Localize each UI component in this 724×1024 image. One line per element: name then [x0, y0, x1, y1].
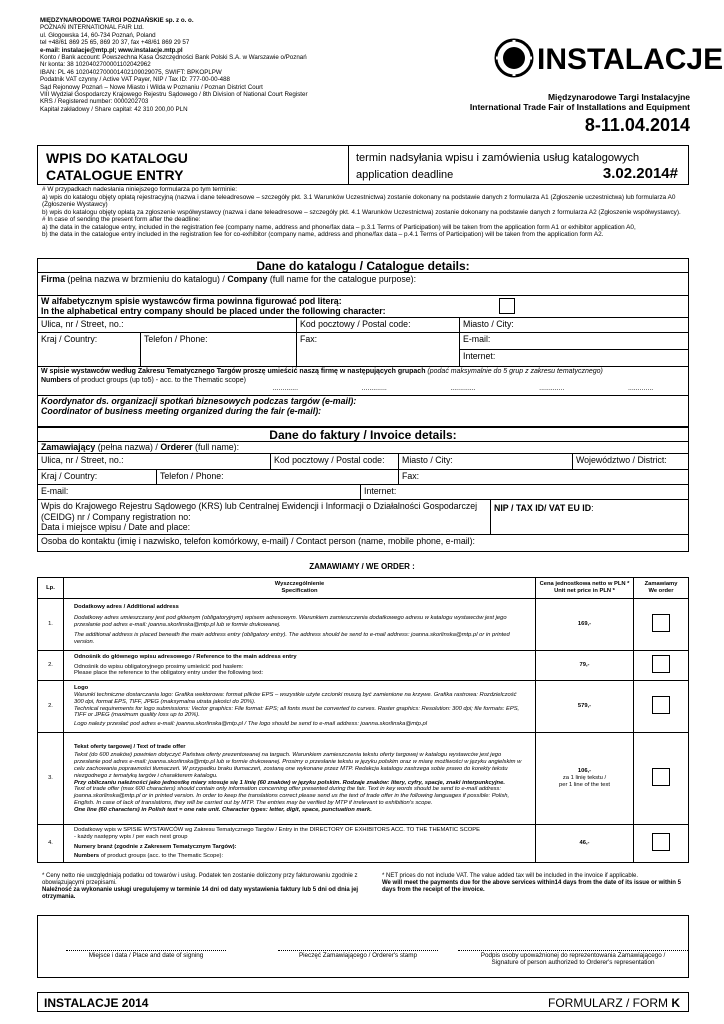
- instalacje-logo: [495, 38, 724, 78]
- invoice-street-field[interactable]: Ulica, nr / Street, no.:: [41, 455, 124, 465]
- fair-name-en: International Trade Fair of Installations and Equipment: [469, 102, 690, 112]
- table-row: 2. Logo Warunki techniczne dostarczania logo: Grafika wektorowa: format plików EPS – wszystkie użyte czcionki muszą być zamienione na krzywe. Grafika rastrowa: Rozdzielczość 300 dpi, format EPS, TIFF, JPEG (maksymalna utrata jakości do 20%). Technical requirements for logo submissions: Vector graphics: File format: EPS; all fonts must be converted to curves. Raster graphics: Resolution: 300 dpi; file formats: EPS, TIFF or JPEG (maximum quality loss up to 20%). Logo należy przesłać pod adres e-mail: joanna.skorlinska@mtp.pl / The logo should be send to e-mail address: joanna.skorlinska@mtp.pl 579,-: [38, 681, 689, 733]
- fax-field[interactable]: Fax:: [296, 333, 459, 366]
- alphabet-letter-input[interactable]: [499, 298, 515, 314]
- group-number-input[interactable]: .............: [361, 385, 387, 392]
- order-table: [37, 577, 689, 863]
- company-name-field[interactable]: Firma (pełna nazwa w brzmieniu do katalogu) / Company (full name for the catalogue purpose):: [38, 273, 688, 296]
- col-price: Cena jednostkowa netto w PLN * Unit net price in PLN *: [536, 578, 634, 599]
- table-row: 4. Dodatkowy wpis w SPISIE WYSTAWCÓW wg Zakresu Tematycznego Targów / Entry in the DIRECTORY OF EXHIBITORS ACC. TO THE THEMATIC SCOPE - każdy następny wpis / per each next group Numery branż (zgodnie z Zakresem Tematycznym Targów): Numbers of product groups (acc. to the Thematic Scope): 46,-: [38, 825, 689, 863]
- order-checkbox[interactable]: [652, 655, 670, 673]
- coordinator-label-en: Coordinator of business meeting organized during the fair (e-mail):: [41, 405, 322, 416]
- col-spec: Wyszczególnienie Specification: [64, 578, 536, 599]
- title-pl: WPIS DO KATALOGU: [46, 150, 188, 166]
- groups-label-pl: W spisie wystawców według Zakresu Tematycznego Targów proszę umieścić naszą firmę w następujących grupach: [41, 368, 426, 375]
- row-number: 2.: [38, 681, 64, 733]
- catalogue-section: [37, 258, 689, 427]
- order-checkbox[interactable]: [652, 768, 670, 786]
- payment-note-en: We will meet the payments due for the above services within14 days from the date of its issue or within 5 days from the receipt of the invoice.: [382, 880, 681, 893]
- invoice-postal-field[interactable]: Kod pocztowy / Postal code:: [270, 454, 398, 469]
- registration-row: [38, 500, 688, 535]
- item-price: 46,-: [536, 825, 634, 863]
- title-en: CATALOGUE ENTRY: [46, 167, 184, 183]
- group-number-input[interactable]: .............: [272, 385, 299, 392]
- vat-note-pl: * Ceny netto nie uwzględniają podatku od towarów i usług. Podatek ten zostanie doliczony przy fakturowaniu zgodnie z obowiązującymi przepisami.: [42, 873, 358, 886]
- table-row: 3. Tekst oferty targowej / Text of trade offer Tekst (do 600 znaków) powinien dotyczyć Państwa oferty prezentowanej na targach. Warunkiem zamieszczenia tekstu oferty targowej w katalogu wystawców jest jego przesłanie pod adres e-mail: joanna.skorlinska@mtp.pl lub w formie drukowanej. Prosimy o przesłanie tekstu w języku polskim oraz w miarę możliwości w języku angielskim w celu zachowania poprawności tłumaczeń. W przypadku braku tłumaczeń, zostaną one wykonane przez MTP. Redakcja katalogu zastrzega sobie prawo do korekty tekstu niezgodnego z tematyką targów i charakterem katalogu. Przy obliczaniu należności jako jednostkę miary stosuje się 1 linię (60 znaków) w języku polskim. Rodzaje znaków: litery, cyfry, spacje, znaki interpunkcyjne. Text of trade offer (max 600 characters) should contain only information concerning offer presented during the fair. Text in key words should be send to e-mail address: joanna.skorlinska@mtp.pl or in printed version. In order to keep the translations correct please send us the text of trade offer in the following languages if possible: Polish, English. In case of lack of translations, they will be carried out by MTP. The entries may be verified by MTP if irrelevant to exhibition's scope. One line (60 characters) in Polish text = one rate unit. Character types: letter, digit, space, punctuation mark. 106,- za 1 linię tekstu / per 1 line of the text: [38, 733, 689, 825]
- col-order: Zamawiamy We order: [634, 578, 689, 599]
- note-line: # W przypadkach nadesłania niniejszego formularza po tym terminie:: [42, 186, 238, 193]
- groups-label-en: Numbers: [41, 376, 72, 384]
- order-checkbox[interactable]: [652, 614, 670, 632]
- note-line: # In case of sending the present form after the deadline:: [42, 216, 201, 223]
- group-number-input[interactable]: .............: [450, 385, 476, 392]
- organizer-line: IBAN: PL 46 1020402700001402109029075, SWIFT: BPKOPLPW: [40, 68, 222, 76]
- note-line: a) the data in the catalogue entry, included in the registration fee (company name, address and phone/fax data – p.3.1 Terms of Participation) will be taken from the application form A1 or exhibitor application A0,: [42, 223, 636, 231]
- coordinator-field[interactable]: [38, 396, 688, 424]
- product-groups-input[interactable]: Numbers of product groups (acc. to the Thematic Scope):: [74, 852, 224, 859]
- street-field[interactable]: Ulica, nr / Street, no.:: [41, 319, 124, 329]
- invoice-email-field[interactable]: E-mail:: [41, 486, 69, 496]
- order-title: ZAMAWIAMY / WE ORDER :: [309, 562, 415, 571]
- footer-event: INSTALACJE 2014: [44, 996, 149, 1010]
- invoice-phone-field[interactable]: Telefon / Phone:: [156, 470, 398, 484]
- col-lp: Lp.: [38, 578, 64, 599]
- invoice-country-field[interactable]: Kraj / Country:: [41, 471, 98, 481]
- row-number: 3.: [38, 733, 64, 825]
- item-price: 79,-: [536, 651, 634, 681]
- vat-note-en: * NET prices do not include VAT. The value added tax will be included in the invoice if applicable.: [382, 873, 639, 879]
- coordinator-label-pl: Koordynator ds. organizacji spotkań biznesowych podczas targów (e-mail):: [41, 396, 357, 406]
- contact-person-field[interactable]: Osoba do kontaktu (imię i nazwisko, telefon komórkowy, e-mail) / Contact person (name, mobile phone, e-mail):: [41, 536, 476, 546]
- city-field[interactable]: Miasto / City:: [459, 318, 688, 332]
- organizer-name: MIĘDZYNARODOWE TARGI POZNAŃSKIE sp. z o. o.: [40, 17, 194, 24]
- organizer-line: POZNAŃ INTERNATIONAL FAIR Ltd.: [40, 24, 144, 32]
- invoice-city-field[interactable]: Miasto / City:: [398, 454, 572, 469]
- krs-date-field[interactable]: Data i miejsce wpisu / Date and place:: [41, 522, 191, 532]
- invoice-web-row: [38, 485, 688, 500]
- stamp-field[interactable]: Pieczęć Zamawiającego / Orderer's stamp: [278, 950, 438, 959]
- invoice-internet-field[interactable]: Internet:: [360, 485, 688, 499]
- note-line: b) the data in the catalogue entry included in the registration fee for co-exhibitor (company name, address and phone/fax data – p.4.1 Terms of Participation) will be taken from the application form A2.: [42, 231, 604, 238]
- phone-field[interactable]: Telefon / Phone:: [140, 333, 296, 366]
- signature-field[interactable]: Podpis osoby upoważnionej do reprezentowania Zamawiającego / Signature of person authorized to Orderer's representation: [458, 950, 688, 966]
- table-row: 2. Odnośnik do głównego wpisu adresowego / Reference to the main address entry Odnośnik do wpisu obligatoryjnego prosimy umieścić pod hasłem: Please place the reference to the obligatory entry under the following text: 79,-: [38, 651, 689, 681]
- invoice-title: Dane do faktury / Invoice details:: [38, 428, 688, 442]
- postal-field[interactable]: Kod pocztowy / Postal code:: [296, 318, 459, 332]
- invoice-fax-field[interactable]: Fax:: [398, 470, 688, 484]
- organizer-line: Konto / Bank account: Powszechna Kasa Oszczędności Bank Polski S.A. w Warszawie o/Poznań: [40, 54, 307, 62]
- deadline-label-pl: termin nadsyłania wpisu i zamówienia usług katalogowych: [356, 152, 640, 164]
- order-checkbox[interactable]: [652, 696, 670, 714]
- alpha-label-pl: W alfabetycznym spisie wystawców firma powinna figurować pod literą:: [41, 296, 342, 306]
- note-line: a) wpis do katalogu objęty opłatą rejestracyjną (nazwa i dane teleadresowe – szczegóły pkt. 3.1 Warunków Uczestnictwa) zostanie dokonany na podstawie danych z formularza A1 (Zgłoszenie uczestnictwa) lub formularza A0 (Zgłoszenie Wystawcy): [42, 193, 676, 208]
- organizer-line: Podatnik VAT czynny / Active VAT Payer, NIP / Tax ID: 777-00-00-488: [40, 76, 230, 84]
- invoice-section: [37, 427, 689, 552]
- krs-field[interactable]: Wpis do Krajowego Rejestru Sądowego (KRS) lub Centralnej Ewidencji i Informacji o Działalności Gospodarczej (CEIDG) nr / Company registration no:: [41, 501, 478, 522]
- invoice-address-row: [38, 454, 688, 470]
- organizer-info: [40, 17, 340, 113]
- title-box: [37, 145, 689, 185]
- table-row: 1. Dodatkowy adres / Additional address Dodatkowy adres umieszczany jest pod głównym (obligatoryjnym) wpisem adresowym. Warunkiem zamieszczenia dodatkowego adresu w katalogu wystawców jest jego przesłanie pod adres e-mail: joanna.skorlinska@mtp.pl lub w formie drukowanej. The additional address is placed beneath the main address entry (obligatory entry). The address should be send to e-mail address: joanna.skorlinska@mtp.pl or in printed version. 169,-: [38, 599, 689, 651]
- fair-dates: 8-11.04.2014: [584, 115, 690, 135]
- organizer-line: ul. Głogowska 14, 60-734 Poznań, Poland: [40, 31, 156, 39]
- footer-bar: [37, 992, 689, 1012]
- footer-form: FORMULARZ / FORM K: [548, 996, 680, 1010]
- invoice-contact-row: [38, 470, 688, 485]
- organizer-line: Sąd Rejonowy Poznań – Nowe Miasto i Wilda w Poznaniu / Poznan District Court: [40, 83, 263, 91]
- item-price: 169,-: [536, 599, 634, 651]
- product-groups-row: W spisie wystawców według Zakresu Tematycznego Targów proszę umieścić naszą firmę w następujących grupach (podać maksymalnie do 5 grup z zakresu tematycznego) Numbers of product groups (up to5) - acc. to the Thematic scope) ............. ............. ............. ............. .............: [38, 367, 688, 396]
- orderer-field[interactable]: Zamawiający (pełna nazwa) / Orderer (full name):: [38, 442, 688, 454]
- organizer-line: Kapitał zakładowy / Share capital: 42 310 200,00 PLN: [40, 105, 188, 113]
- catalogue-title: Dane do katalogu / Catalogue details:: [38, 259, 688, 273]
- signature-box: [37, 915, 689, 978]
- logo-text: INSTALACJE: [537, 43, 724, 76]
- fair-info: [470, 92, 690, 112]
- item-title: Numery branż (zgodnie z Zakresem Tematycznym Targów):: [74, 844, 237, 850]
- organizer-line: Nr konta: 38 1020402700001102042962: [40, 61, 151, 69]
- invoice-district-field[interactable]: Województwo / District:: [572, 454, 688, 469]
- place-date-field[interactable]: Miejsce i data / Place and date of signing: [66, 950, 226, 959]
- order-header-row: [38, 578, 689, 599]
- organizer-line: tel +48/61 869 25 65, 869 20 37, fax +48/61 869 29 57: [40, 39, 190, 47]
- item-title: Odnośnik do głównego wpisu adresowego / Reference to the main address entry: [74, 653, 297, 660]
- contact-row: [38, 333, 688, 367]
- row-number: 4.: [38, 825, 64, 863]
- address-row: [38, 318, 688, 333]
- country-field[interactable]: Kraj / Country:: [41, 334, 98, 344]
- item-title: Tekst oferty targowej / Text of trade offer: [74, 743, 186, 750]
- row-number: 2.: [38, 651, 64, 681]
- item-title: Logo: [74, 685, 89, 692]
- organizer-line: VIII Wydział Gospodarczy Krajowego Rejestru Sądowego / 8th Division of National Court Register: [40, 91, 308, 99]
- internet-field[interactable]: Internet:: [463, 351, 496, 361]
- alphabetical-letter-row: [38, 296, 688, 318]
- organizer-line: KRS / Registered number: 0000202703: [40, 98, 149, 106]
- item-title: Dodatkowy adres / Additional address: [74, 603, 179, 610]
- group-number-input[interactable]: .............: [539, 385, 565, 392]
- order-checkbox[interactable]: [652, 833, 670, 851]
- note-line: b) wpis do katalogu objęty opłatą za zgłoszenie współwystawcy (nazwa i dane teleadresowe – szczegóły pkt. 4.1 Warunków Uczestnictwa) zostanie dokonany na podstawie danych z formularza A2 (Zgłoszenie współwystawcy).: [42, 208, 681, 216]
- row-number: 1.: [38, 599, 64, 651]
- deadline-date: 3.02.2014#: [602, 165, 678, 182]
- item-price: 579,-: [536, 681, 634, 733]
- organizer-email: e-mail: instalacje@mtp.pl; www.instalacje.mtp.pl: [40, 46, 183, 54]
- email-field[interactable]: E-mail:: [460, 333, 688, 350]
- payment-note-pl: Należność za wykonanie usługi uregulujemy w terminie 14 dni od daty wystawienia faktury lub 5 dni od dnia jej otrzymania.: [42, 887, 359, 900]
- group-number-input[interactable]: .............: [627, 385, 654, 392]
- deadline-notes: [42, 186, 687, 239]
- fair-name-pl: Międzynarodowe Targi Instalacyjne: [547, 92, 690, 102]
- nip-field[interactable]: NIP / TAX ID/ VAT EU ID:: [490, 500, 688, 534]
- deadline-label-en: application deadline: [356, 169, 454, 181]
- alpha-label-en: In the alphabetical entry company should be placed under the following character:: [41, 305, 386, 316]
- item-price: 106,-: [577, 768, 592, 775]
